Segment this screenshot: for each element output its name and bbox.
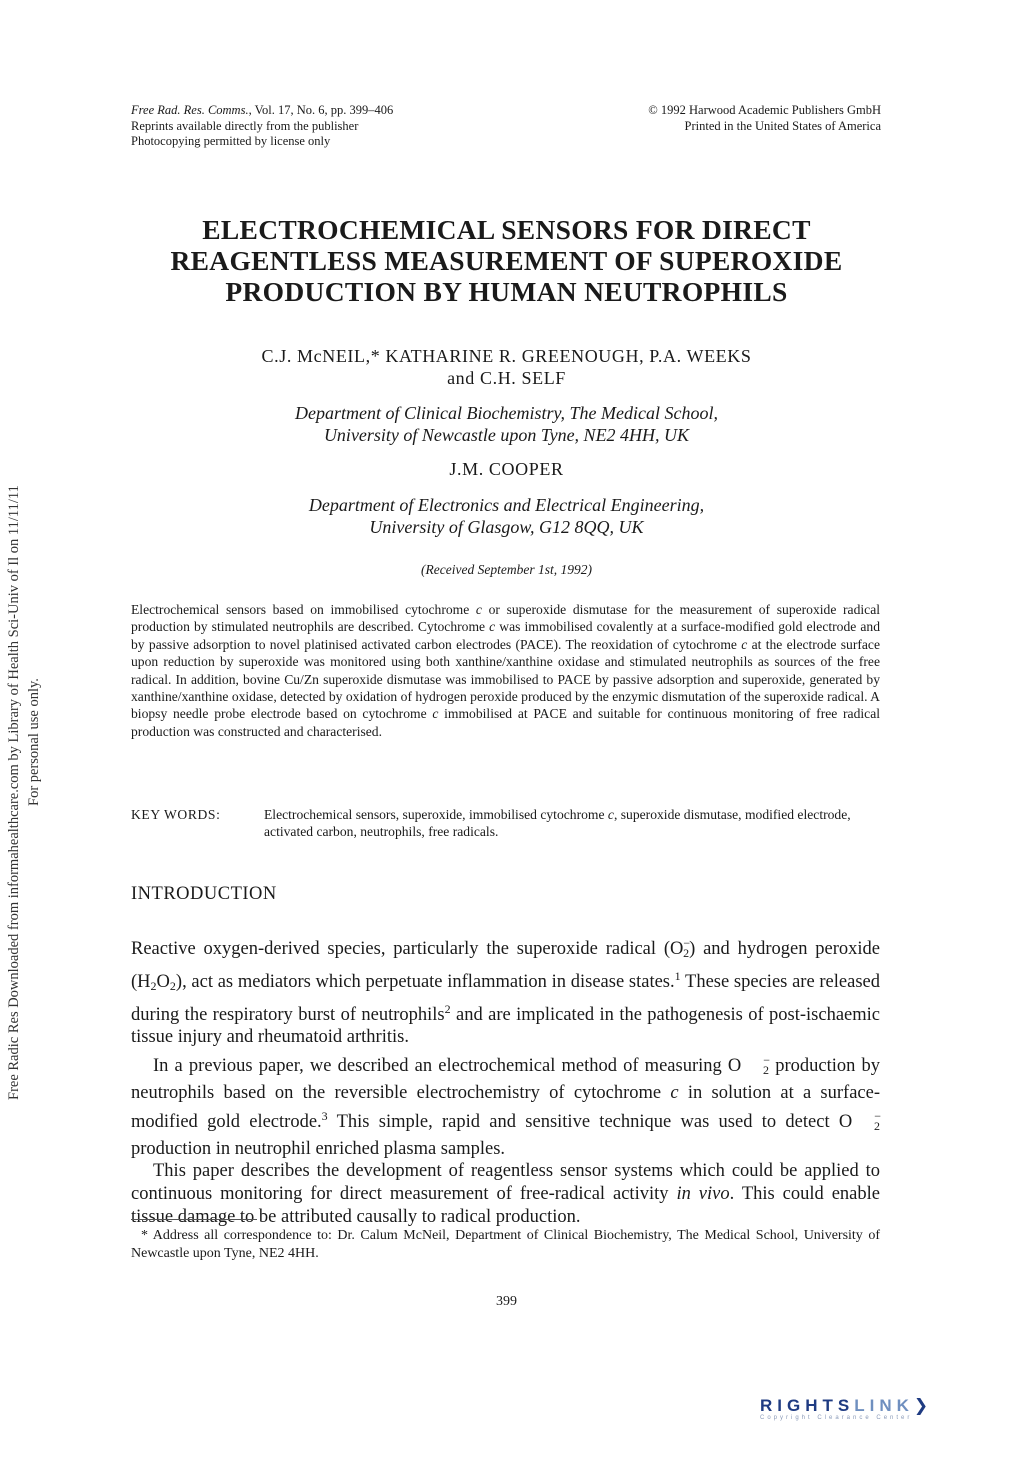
text: This simple, rapid and sensitive technique was used to detect O (327, 1111, 853, 1132)
subscript-2: 2 (874, 1118, 881, 1133)
affiliation-2-line-2: University of Glasgow, G12 8QQ, UK (369, 517, 644, 537)
text: This paper describes the development of reagentless sensor systems which could be applied to continuous monitoring for direct measurement of free-radical activity (131, 1161, 880, 1205)
printed-line: Printed in the United States of America (684, 118, 881, 133)
photocopy-note: Photocopying permitted by license only (131, 134, 331, 148)
italic-in-vivo: in vivo (676, 1184, 730, 1205)
rightslink-logo[interactable] (760, 1396, 933, 1421)
text: . This could enable tissue damage to be attributed causally to radical production. (131, 1184, 880, 1227)
download-watermark (2, 360, 52, 1100)
text: In a previous paper, we described an electrochemical method of measuring O (153, 1056, 742, 1077)
italic-c: c (432, 706, 439, 722)
abstract (131, 601, 880, 740)
text: Reactive oxygen-derived species, particularly the superoxide radical (O (131, 939, 684, 959)
superoxide-symbol (741, 1049, 769, 1082)
reference-2: 2 (444, 1001, 451, 1016)
footnote-rule (131, 1219, 257, 1220)
footnote (131, 1227, 880, 1263)
watermark-line-2: For personal use only. (26, 678, 42, 806)
text: production in neutrophil enriched plasma samples. (131, 1138, 506, 1159)
copyright-line: © 1992 Harwood Academic Publishers GmbH (648, 103, 881, 117)
italic-c: c (670, 1082, 679, 1103)
abstract-text: or superoxide dismutase for the measurement of superoxide radical production by stimulated neutrophils are described. Cytochrome (131, 602, 880, 635)
authors-line-1: C.J. McNEIL,* KATHARINE R. GREENOUGH, P.A. WEEKS (261, 346, 752, 366)
keywords-text (264, 806, 880, 841)
superscript-minus: − (763, 1053, 771, 1068)
logo-subtitle: Copyright Clearance Center (760, 1415, 913, 1421)
text: production by neutrophils based on the reversible electrochemistry of cytochrome (131, 1056, 880, 1103)
reference-3: 3 (321, 1108, 328, 1123)
paragraph-1 (131, 932, 880, 1049)
abstract-text: immobilised at PACE and suitable for continuous monitoring of free radical production was constructed and characterised. (131, 706, 881, 739)
running-header-right (648, 103, 881, 134)
paper-title (100, 214, 913, 307)
journal-name: Free Rad. Res. Comms. (131, 103, 249, 117)
abstract-text: was immobilised covalently at a surface-modified gold electrode and by passive adsorption to novel platinised activated carbon electrodes (PACE). The reoxidation of cytochrome (131, 619, 881, 652)
citation: , Vol. 17, No. 6, pp. 399–406 (248, 103, 394, 117)
subscript-2: 2 (683, 946, 690, 960)
keywords-part: , superoxide dismutase, modified electrode, activated carbon, neutrophils, free radicals. (264, 807, 851, 840)
author-list (150, 345, 863, 389)
authors-line-2: and C.H. SELF (447, 368, 566, 388)
italic-c: c (741, 636, 748, 652)
introduction-body (131, 932, 880, 1229)
logo-chevron-icon: ❯ (913, 1396, 934, 1415)
italic-c: c (475, 602, 482, 617)
italic-c: c (607, 807, 614, 822)
italic-c: c (489, 619, 496, 635)
text: These species are released during the respiratory burst of neutrophils (131, 971, 880, 1025)
affiliation-1 (150, 402, 863, 446)
superoxide-symbol (852, 1105, 880, 1138)
keywords-part: Electrochemical sensors, superoxide, immobilised cytochrome (264, 807, 608, 822)
reprints-note: Reprints available directly from the publisher (131, 118, 359, 133)
subscript-2: 2 (150, 978, 157, 993)
text: and are implicated in the pathogenesis of post-ischaemic tissue injury and rheumatoid arthritis. (131, 1004, 881, 1048)
watermark-line-1: Free Radic Res Downloaded from informahealthcare.com by Library of Health Sci-Univ of Il on 11/11/11 (6, 485, 22, 1100)
text: ), act as mediators which perpetuate inflammation in disease states. (175, 971, 675, 992)
page-number: 399 (496, 1294, 517, 1309)
superscript-minus: − (874, 1108, 882, 1123)
reference-1: 1 (674, 968, 681, 983)
text: ) and hydrogen peroxide (H (131, 939, 880, 992)
text: O (156, 971, 170, 992)
abstract-text: at the electrode surface upon reduction by superoxide was monitored using both xanthine/xanthine oxidase and stimulated neutrophils as sources of the free radical. In addition, bovine Cu/Zn superoxide dismutase was immobilised to PACE by passive adsorption and superoxide, generated by xanthine/xanthine oxidase, detected by oxidation of hydrogen peroxide produced by the enzymic dismutation of the superoxide radical. A biopsy needle probe electrode based on cytochrome (131, 636, 880, 722)
title-line-3: PRODUCTION BY HUMAN NEUTROPHILS (225, 276, 788, 307)
running-header-left (131, 103, 393, 150)
affiliation-1-line-1: Department of Clinical Biochemistry, The Medical School, (295, 403, 718, 423)
paragraph-2 (131, 1049, 880, 1160)
received-date: (Received September 1st, 1992) (421, 562, 592, 577)
text: in solution at a surface-modified gold electrode. (131, 1082, 880, 1132)
keywords-label: KEY WORDS: (131, 807, 221, 822)
abstract-text: Electrochemical sensors based on immobilised cytochrome (131, 602, 476, 617)
logo-text-link: LINK (854, 1396, 914, 1415)
affiliation-2 (150, 494, 863, 538)
superscript-minus: − (683, 936, 691, 950)
footnote-text: * Address all correspondence to: Dr. Calum McNeil, Department of Clinical Biochemistry, The Medical School, University of Newcastle upon Tyne, NE2 4HH. (131, 1228, 880, 1261)
subscript-2: 2 (763, 1063, 770, 1078)
logo-text-rights: RIGHTS (760, 1396, 855, 1415)
title-line-2: REAGENTLESS MEASUREMENT OF SUPEROXIDE (170, 245, 843, 276)
subscript-2: 2 (169, 978, 176, 993)
title-line-1: ELECTROCHEMICAL SENSORS FOR DIRECT (202, 214, 811, 245)
section-heading-introduction: INTRODUCTION (131, 884, 277, 904)
superoxide-symbol (683, 932, 689, 965)
affiliation-1-line-2: University of Newcastle upon Tyne, NE2 4HH, UK (323, 425, 690, 445)
second-author: J.M. COOPER (449, 459, 564, 479)
affiliation-2-line-1: Department of Electronics and Electrical Engineering, (308, 495, 705, 515)
